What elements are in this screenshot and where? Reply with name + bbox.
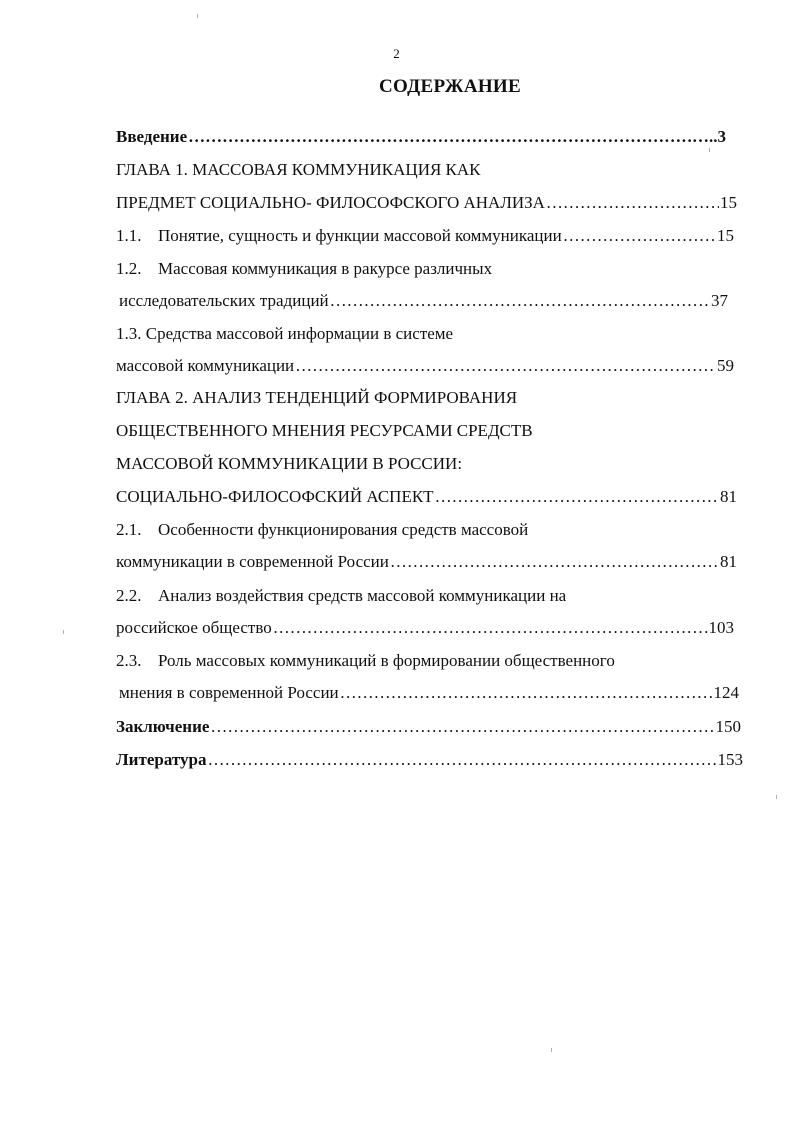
scan-speck [63, 630, 64, 634]
toc-entry-introduction[interactable] [116, 125, 726, 149]
toc-section-2-3-line2[interactable] [119, 681, 739, 705]
toc-entry-page: 81 [720, 487, 737, 506]
toc-entry-title: Понятие, сущность и функции массовой коммуникации [158, 226, 562, 245]
dot-leader [188, 125, 691, 149]
dot-leader [273, 616, 708, 640]
toc-section-2-1-line1[interactable] [116, 518, 528, 542]
toc-entry-title: СОЦИАЛЬНО-ФИЛОСОФСКИЙ АСПЕКТ [116, 487, 434, 506]
toc-entry-page: …..3 [692, 127, 726, 146]
toc-chapter-2-line4[interactable] [116, 485, 737, 509]
toc-entry-title: ГЛАВА 1. МАССОВАЯ КОММУНИКАЦИЯ КАК [116, 160, 481, 179]
toc-entry-title: российское общество [116, 618, 272, 637]
toc-entry-title: МАССОВОЙ КОММУНИКАЦИИ В РОССИИ: [116, 454, 463, 473]
dot-leader [390, 550, 719, 574]
toc-section-1-1[interactable] [116, 224, 734, 248]
toc-entry-title: 1.3. Средства массовой информации в системе [116, 324, 454, 343]
toc-entry-literature[interactable] [116, 748, 743, 772]
dot-leader [435, 485, 719, 509]
toc-chapter-2-line2[interactable] [116, 419, 533, 443]
scan-speck [197, 14, 198, 18]
toc-entry-page: 153 [717, 750, 743, 769]
dot-leader [546, 191, 719, 215]
toc-title: СОДЕРЖАНИЕ [379, 76, 521, 97]
toc-entry-title: Анализ воздействия средств массовой коммуникации на [158, 586, 567, 605]
toc-entry-page: 15 [717, 226, 734, 245]
toc-entry-page: 81 [720, 552, 737, 571]
toc-section-2-3-line1[interactable] [116, 649, 615, 673]
toc-entry-title: Заключение [116, 717, 210, 736]
toc-entry-title: ОБЩЕСТВЕННОГО МНЕНИЯ РЕСУРСАМИ СРЕДСТВ [116, 421, 533, 440]
toc-entry-conclusion[interactable] [116, 715, 741, 739]
dot-leader [295, 354, 716, 378]
toc-entry-title: Особенности функционирования средств массовой [158, 520, 529, 539]
toc-entry-title: исследовательских традиций [119, 291, 329, 310]
dot-leader [207, 748, 716, 772]
toc-section-1-3-line2[interactable] [116, 354, 734, 378]
toc-section-2-1-line2[interactable] [116, 550, 737, 574]
toc-entry-page: 150 [715, 717, 741, 736]
toc-entry-page: 103 [708, 618, 734, 637]
toc-chapter-1-line1[interactable] [116, 158, 481, 182]
dot-leader [210, 715, 714, 739]
scan-speck [709, 148, 710, 152]
toc-section-2-2-line2[interactable] [116, 616, 734, 640]
dot-leader [563, 224, 716, 248]
dot-leader [340, 681, 713, 705]
scan-speck [776, 795, 777, 799]
dot-leader [330, 289, 710, 313]
toc-entry-page: 15 [720, 193, 737, 212]
page-number: 2 [393, 46, 400, 61]
section-number: 2.2. [116, 586, 142, 605]
toc-section-2-2-line1[interactable] [116, 584, 566, 608]
toc-chapter-2-line3[interactable] [116, 452, 462, 476]
toc-entry-page: 59 [717, 356, 734, 375]
section-number: 2.3. [116, 651, 142, 670]
section-number: 1.2. [116, 259, 142, 278]
toc-entry-page: 37 [711, 291, 728, 310]
toc-section-1-2-line1[interactable] [116, 257, 492, 281]
toc-entry-title: ГЛАВА 2. АНАЛИЗ ТЕНДЕНЦИЙ ФОРМИРОВАНИЯ [116, 388, 518, 407]
toc-chapter-1-line2[interactable] [116, 191, 737, 215]
toc-entry-title: Литература [116, 750, 207, 769]
section-number: 2.1. [116, 520, 142, 539]
toc-section-1-2-line2[interactable] [119, 289, 728, 313]
toc-section-1-3-line1[interactable] [116, 322, 453, 346]
section-number: 1.1. [116, 226, 142, 245]
toc-chapter-2-line1[interactable] [116, 386, 517, 410]
toc-entry-title: Массовая коммуникация в ракурсе различных [158, 259, 493, 278]
toc-entry-title: массовой коммуникации [116, 356, 295, 375]
toc-entry-title: Введение [116, 127, 188, 146]
toc-entry-title: ПРЕДМЕТ СОЦИАЛЬНО- ФИЛОСОФСКОГО АНАЛИЗА [116, 193, 545, 212]
toc-entry-title: Роль массовых коммуникаций в формировании общественного [158, 651, 615, 670]
scan-speck [551, 1048, 552, 1052]
toc-entry-title: мнения в современной России [119, 683, 339, 702]
toc-entry-title: коммуникации в современной России [116, 552, 389, 571]
toc-entry-page: 124 [713, 683, 739, 702]
